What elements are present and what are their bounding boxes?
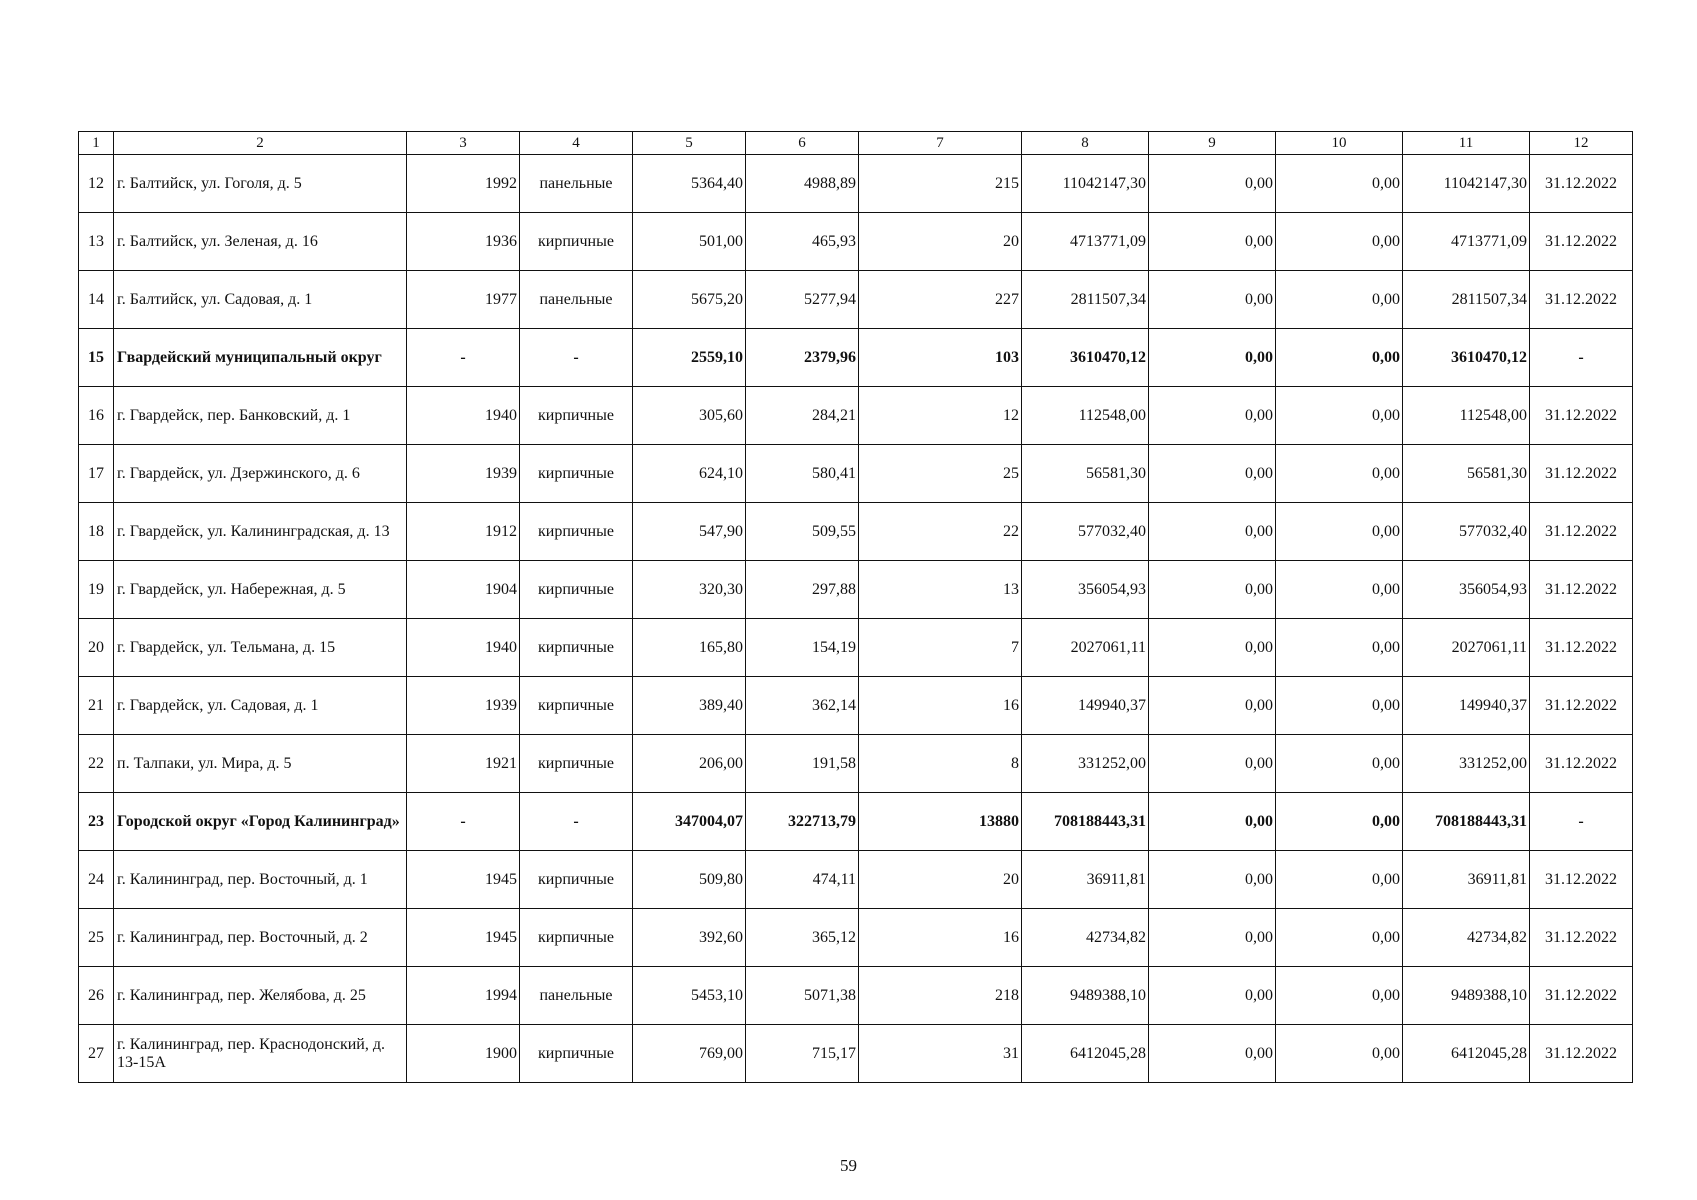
cost-cell: 112548,00 xyxy=(1022,387,1149,445)
residents-count-cell: 31 xyxy=(859,1025,1022,1083)
wall-material-cell: кирпичные xyxy=(520,503,633,561)
fund-cell: 0,00 xyxy=(1276,793,1403,851)
cost-cell: 11042147,30 xyxy=(1022,155,1149,213)
total-area-cell: 547,90 xyxy=(633,503,746,561)
address-cell: г. Калининград, пер. Восточный, д. 1 xyxy=(114,851,407,909)
total-cost-cell: 56581,30 xyxy=(1403,445,1530,503)
year-cell: 1945 xyxy=(407,909,520,967)
address-cell: г. Гвардейск, ул. Садовая, д. 1 xyxy=(114,677,407,735)
living-area-cell: 474,11 xyxy=(746,851,859,909)
fund-cell: 0,00 xyxy=(1276,1025,1403,1083)
total-area-cell: 320,30 xyxy=(633,561,746,619)
year-cell: 1994 xyxy=(407,967,520,1025)
address-cell: г. Гвардейск, ул. Набережная, д. 5 xyxy=(114,561,407,619)
fund-cell: 0,00 xyxy=(1276,387,1403,445)
total-cost-cell: 42734,82 xyxy=(1403,909,1530,967)
page-number: 59 xyxy=(840,1156,857,1175)
year-cell: 1912 xyxy=(407,503,520,561)
total-cost-cell: 11042147,30 xyxy=(1403,155,1530,213)
table-row xyxy=(79,271,1633,329)
fund-cell: 0,00 xyxy=(1149,677,1276,735)
fund-cell: 0,00 xyxy=(1276,155,1403,213)
wall-material-cell: - xyxy=(520,793,633,851)
address-cell: г. Калининград, пер. Краснодонский, д. 13-15А xyxy=(114,1025,407,1083)
wall-material-cell: кирпичные xyxy=(520,619,633,677)
fund-cell: 0,00 xyxy=(1276,213,1403,271)
housing-table xyxy=(78,131,1633,1083)
date-cell: 31.12.2022 xyxy=(1530,213,1633,271)
table-row xyxy=(79,735,1633,793)
total-area-cell: 165,80 xyxy=(633,619,746,677)
fund-cell: 0,00 xyxy=(1149,503,1276,561)
wall-material-cell: кирпичные xyxy=(520,735,633,793)
subtotal-row xyxy=(79,793,1633,851)
total-cost-cell: 2027061,11 xyxy=(1403,619,1530,677)
total-cost-cell: 331252,00 xyxy=(1403,735,1530,793)
fund-cell: 0,00 xyxy=(1149,851,1276,909)
fund-cell: 0,00 xyxy=(1276,503,1403,561)
row-number: 19 xyxy=(79,561,114,619)
column-header: 9 xyxy=(1149,132,1276,155)
total-area-cell: 2559,10 xyxy=(633,329,746,387)
date-cell: - xyxy=(1530,793,1633,851)
year-cell: - xyxy=(407,793,520,851)
wall-material-cell: кирпичные xyxy=(520,561,633,619)
cost-cell: 9489388,10 xyxy=(1022,967,1149,1025)
residents-count-cell: 8 xyxy=(859,735,1022,793)
wall-material-cell: кирпичные xyxy=(520,851,633,909)
row-number: 21 xyxy=(79,677,114,735)
cost-cell: 708188443,31 xyxy=(1022,793,1149,851)
date-cell: 31.12.2022 xyxy=(1530,445,1633,503)
residents-count-cell: 215 xyxy=(859,155,1022,213)
address-cell: г. Гвардейск, пер. Банковский, д. 1 xyxy=(114,387,407,445)
table-row xyxy=(79,155,1633,213)
fund-cell: 0,00 xyxy=(1149,1025,1276,1083)
table-row xyxy=(79,213,1633,271)
fund-cell: 0,00 xyxy=(1149,213,1276,271)
column-header: 12 xyxy=(1530,132,1633,155)
residents-count-cell: 103 xyxy=(859,329,1022,387)
address-cell: г. Гвардейск, ул. Тельмана, д. 15 xyxy=(114,619,407,677)
date-cell: 31.12.2022 xyxy=(1530,619,1633,677)
total-area-cell: 206,00 xyxy=(633,735,746,793)
residents-count-cell: 7 xyxy=(859,619,1022,677)
address-cell: г. Гвардейск, ул. Дзержинского, д. 6 xyxy=(114,445,407,503)
living-area-cell: 154,19 xyxy=(746,619,859,677)
living-area-cell: 365,12 xyxy=(746,909,859,967)
living-area-cell: 284,21 xyxy=(746,387,859,445)
wall-material-cell: - xyxy=(520,329,633,387)
column-header: 1 xyxy=(79,132,114,155)
total-area-cell: 509,80 xyxy=(633,851,746,909)
column-header: 7 xyxy=(859,132,1022,155)
cost-cell: 2811507,34 xyxy=(1022,271,1149,329)
fund-cell: 0,00 xyxy=(1149,967,1276,1025)
living-area-cell: 322713,79 xyxy=(746,793,859,851)
residents-count-cell: 13880 xyxy=(859,793,1022,851)
address-cell: г. Балтийск, ул. Садовая, д. 1 xyxy=(114,271,407,329)
fund-cell: 0,00 xyxy=(1149,619,1276,677)
cost-cell: 356054,93 xyxy=(1022,561,1149,619)
living-area-cell: 5277,94 xyxy=(746,271,859,329)
living-area-cell: 2379,96 xyxy=(746,329,859,387)
total-area-cell: 5364,40 xyxy=(633,155,746,213)
living-area-cell: 509,55 xyxy=(746,503,859,561)
total-cost-cell: 149940,37 xyxy=(1403,677,1530,735)
year-cell: 1936 xyxy=(407,213,520,271)
table-row xyxy=(79,561,1633,619)
column-header: 4 xyxy=(520,132,633,155)
total-cost-cell: 2811507,34 xyxy=(1403,271,1530,329)
year-cell: - xyxy=(407,329,520,387)
fund-cell: 0,00 xyxy=(1149,387,1276,445)
year-cell: 1900 xyxy=(407,1025,520,1083)
fund-cell: 0,00 xyxy=(1149,329,1276,387)
total-area-cell: 389,40 xyxy=(633,677,746,735)
residents-count-cell: 13 xyxy=(859,561,1022,619)
date-cell: 31.12.2022 xyxy=(1530,909,1633,967)
date-cell: 31.12.2022 xyxy=(1530,1025,1633,1083)
cost-cell: 42734,82 xyxy=(1022,909,1149,967)
total-cost-cell: 9489388,10 xyxy=(1403,967,1530,1025)
column-header: 8 xyxy=(1022,132,1149,155)
fund-cell: 0,00 xyxy=(1276,851,1403,909)
residents-count-cell: 25 xyxy=(859,445,1022,503)
cost-cell: 331252,00 xyxy=(1022,735,1149,793)
year-cell: 1939 xyxy=(407,445,520,503)
residents-count-cell: 218 xyxy=(859,967,1022,1025)
year-cell: 1992 xyxy=(407,155,520,213)
fund-cell: 0,00 xyxy=(1276,445,1403,503)
wall-material-cell: кирпичные xyxy=(520,677,633,735)
address-cell: Гвардейский муниципальный округ xyxy=(114,329,407,387)
table-row xyxy=(79,851,1633,909)
wall-material-cell: панельные xyxy=(520,271,633,329)
wall-material-cell: кирпичные xyxy=(520,1025,633,1083)
date-cell: - xyxy=(1530,329,1633,387)
fund-cell: 0,00 xyxy=(1149,155,1276,213)
fund-cell: 0,00 xyxy=(1149,445,1276,503)
year-cell: 1904 xyxy=(407,561,520,619)
cost-cell: 3610470,12 xyxy=(1022,329,1149,387)
living-area-cell: 297,88 xyxy=(746,561,859,619)
residents-count-cell: 20 xyxy=(859,213,1022,271)
row-number: 23 xyxy=(79,793,114,851)
total-cost-cell: 356054,93 xyxy=(1403,561,1530,619)
cost-cell: 149940,37 xyxy=(1022,677,1149,735)
fund-cell: 0,00 xyxy=(1149,271,1276,329)
living-area-cell: 191,58 xyxy=(746,735,859,793)
date-cell: 31.12.2022 xyxy=(1530,677,1633,735)
row-number: 13 xyxy=(79,213,114,271)
wall-material-cell: панельные xyxy=(520,967,633,1025)
total-area-cell: 769,00 xyxy=(633,1025,746,1083)
living-area-cell: 715,17 xyxy=(746,1025,859,1083)
date-cell: 31.12.2022 xyxy=(1530,387,1633,445)
row-number: 24 xyxy=(79,851,114,909)
total-area-cell: 5675,20 xyxy=(633,271,746,329)
row-number: 22 xyxy=(79,735,114,793)
cost-cell: 56581,30 xyxy=(1022,445,1149,503)
address-cell: г. Калининград, пер. Желябова, д. 25 xyxy=(114,967,407,1025)
fund-cell: 0,00 xyxy=(1149,561,1276,619)
table-row xyxy=(79,387,1633,445)
residents-count-cell: 227 xyxy=(859,271,1022,329)
row-number: 26 xyxy=(79,967,114,1025)
date-cell: 31.12.2022 xyxy=(1530,155,1633,213)
total-cost-cell: 577032,40 xyxy=(1403,503,1530,561)
table-body xyxy=(79,155,1633,1083)
cost-cell: 577032,40 xyxy=(1022,503,1149,561)
total-area-cell: 347004,07 xyxy=(633,793,746,851)
subtotal-row xyxy=(79,329,1633,387)
fund-cell: 0,00 xyxy=(1276,677,1403,735)
living-area-cell: 580,41 xyxy=(746,445,859,503)
total-cost-cell: 112548,00 xyxy=(1403,387,1530,445)
address-cell: г. Калининград, пер. Восточный, д. 2 xyxy=(114,909,407,967)
residents-count-cell: 12 xyxy=(859,387,1022,445)
total-cost-cell: 3610470,12 xyxy=(1403,329,1530,387)
total-area-cell: 305,60 xyxy=(633,387,746,445)
year-cell: 1945 xyxy=(407,851,520,909)
address-cell: г. Балтийск, ул. Гоголя, д. 5 xyxy=(114,155,407,213)
cost-cell: 4713771,09 xyxy=(1022,213,1149,271)
date-cell: 31.12.2022 xyxy=(1530,503,1633,561)
residents-count-cell: 16 xyxy=(859,677,1022,735)
living-area-cell: 5071,38 xyxy=(746,967,859,1025)
living-area-cell: 362,14 xyxy=(746,677,859,735)
column-header: 10 xyxy=(1276,132,1403,155)
column-header: 3 xyxy=(407,132,520,155)
fund-cell: 0,00 xyxy=(1276,271,1403,329)
address-cell: г. Балтийск, ул. Зеленая, д. 16 xyxy=(114,213,407,271)
column-header: 2 xyxy=(114,132,407,155)
total-cost-cell: 708188443,31 xyxy=(1403,793,1530,851)
row-number: 18 xyxy=(79,503,114,561)
column-header: 6 xyxy=(746,132,859,155)
wall-material-cell: панельные xyxy=(520,155,633,213)
fund-cell: 0,00 xyxy=(1276,329,1403,387)
fund-cell: 0,00 xyxy=(1276,735,1403,793)
total-area-cell: 392,60 xyxy=(633,909,746,967)
total-cost-cell: 4713771,09 xyxy=(1403,213,1530,271)
cost-cell: 2027061,11 xyxy=(1022,619,1149,677)
column-header: 5 xyxy=(633,132,746,155)
row-number: 25 xyxy=(79,909,114,967)
date-cell: 31.12.2022 xyxy=(1530,967,1633,1025)
year-cell: 1977 xyxy=(407,271,520,329)
wall-material-cell: кирпичные xyxy=(520,445,633,503)
total-cost-cell: 36911,81 xyxy=(1403,851,1530,909)
wall-material-cell: кирпичные xyxy=(520,909,633,967)
table-row xyxy=(79,619,1633,677)
year-cell: 1939 xyxy=(407,677,520,735)
table-row xyxy=(79,909,1633,967)
date-cell: 31.12.2022 xyxy=(1530,735,1633,793)
cost-cell: 36911,81 xyxy=(1022,851,1149,909)
residents-count-cell: 16 xyxy=(859,909,1022,967)
year-cell: 1940 xyxy=(407,387,520,445)
date-cell: 31.12.2022 xyxy=(1530,271,1633,329)
row-number: 15 xyxy=(79,329,114,387)
fund-cell: 0,00 xyxy=(1276,561,1403,619)
date-cell: 31.12.2022 xyxy=(1530,561,1633,619)
row-number: 12 xyxy=(79,155,114,213)
row-number: 27 xyxy=(79,1025,114,1083)
living-area-cell: 4988,89 xyxy=(746,155,859,213)
fund-cell: 0,00 xyxy=(1276,967,1403,1025)
address-cell: Городской округ «Город Калининград» xyxy=(114,793,407,851)
table-row xyxy=(79,967,1633,1025)
table-row xyxy=(79,1025,1633,1083)
address-cell: п. Талпаки, ул. Мира, д. 5 xyxy=(114,735,407,793)
residents-count-cell: 20 xyxy=(859,851,1022,909)
total-cost-cell: 6412045,28 xyxy=(1403,1025,1530,1083)
row-number: 16 xyxy=(79,387,114,445)
column-number-row xyxy=(79,132,1633,155)
year-cell: 1921 xyxy=(407,735,520,793)
residents-count-cell: 22 xyxy=(859,503,1022,561)
fund-cell: 0,00 xyxy=(1149,793,1276,851)
wall-material-cell: кирпичные xyxy=(520,387,633,445)
fund-cell: 0,00 xyxy=(1149,735,1276,793)
column-header: 11 xyxy=(1403,132,1530,155)
fund-cell: 0,00 xyxy=(1276,619,1403,677)
row-number: 14 xyxy=(79,271,114,329)
year-cell: 1940 xyxy=(407,619,520,677)
total-area-cell: 5453,10 xyxy=(633,967,746,1025)
table-row xyxy=(79,677,1633,735)
total-area-cell: 624,10 xyxy=(633,445,746,503)
living-area-cell: 465,93 xyxy=(746,213,859,271)
table-row xyxy=(79,445,1633,503)
fund-cell: 0,00 xyxy=(1276,909,1403,967)
wall-material-cell: кирпичные xyxy=(520,213,633,271)
row-number: 20 xyxy=(79,619,114,677)
address-cell: г. Гвардейск, ул. Калининградская, д. 13 xyxy=(114,503,407,561)
row-number: 17 xyxy=(79,445,114,503)
date-cell: 31.12.2022 xyxy=(1530,851,1633,909)
total-area-cell: 501,00 xyxy=(633,213,746,271)
table-row xyxy=(79,503,1633,561)
fund-cell: 0,00 xyxy=(1149,909,1276,967)
cost-cell: 6412045,28 xyxy=(1022,1025,1149,1083)
